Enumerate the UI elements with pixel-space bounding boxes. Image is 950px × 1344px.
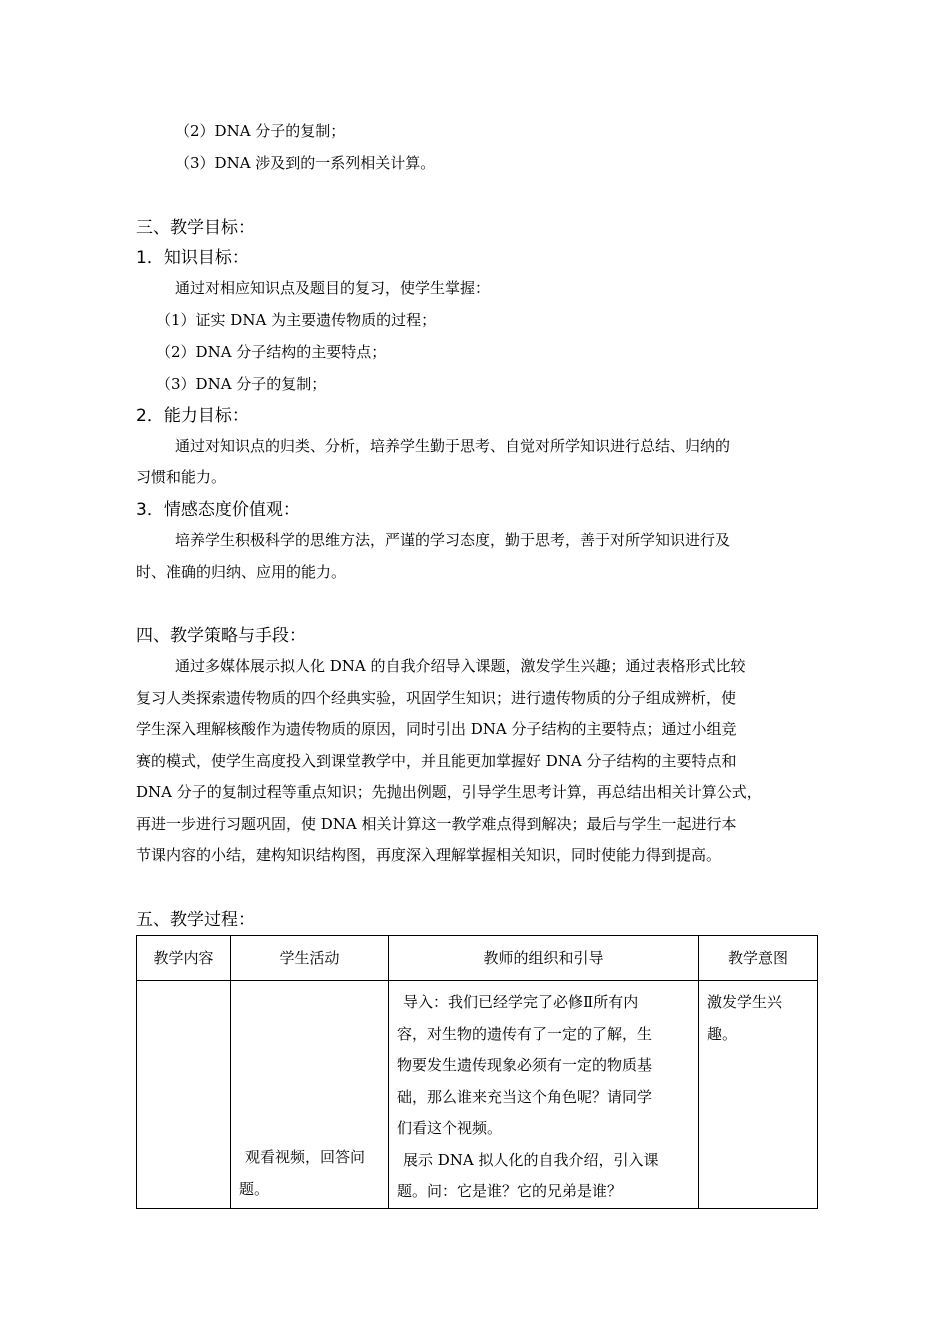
teacher-line: 物要发生遗传现象必须有一定的物质基 (397, 1056, 653, 1074)
top-item-2: （2）DNA 分子的复制； (175, 122, 346, 140)
student-activity-text (239, 1142, 382, 1205)
emotion-goal-line-1: 培养学生积极科学的思维方法，严谨的学习态度，勤于思考，善于对所学知识进行及 (175, 531, 731, 549)
ability-goal-title: 2．能力目标： (136, 406, 249, 426)
teacher-line: 础，那么谁来充当这个角色呢？请同学 (397, 1087, 653, 1106)
strategy-line: 赛的模式，使学生高度投入到课堂教学中，并且能更加掌握好 DNA 分子结构的主要特点和 (136, 751, 737, 770)
cell-teacher-guidance (389, 981, 699, 1209)
ability-goal-line-1: 通过对知识点的归类、分析，培养学生勤于思考、自觉对所学知识进行总结、归纳的 (175, 437, 731, 455)
strategy-line: 节课内容的小结，建构知识结构图，再度深入理解掌握相关知识，同时使能力得到提高。 (136, 846, 722, 864)
cell-student-activity (231, 981, 389, 1209)
teacher-line: 导入：我们已经学完了必修Ⅱ所有内 (403, 993, 639, 1011)
table-header-row (137, 936, 818, 981)
knowledge-item-3: （3）DNA 分子的复制； (156, 375, 327, 393)
ability-goal-line-2: 习惯和能力。 (136, 468, 227, 486)
intent-line: 激发学生兴 (707, 993, 783, 1011)
section3-title: 三、教学目标： (136, 218, 255, 238)
knowledge-goal-title: 1．知识目标： (136, 248, 249, 268)
student-activity-line: 观看视频，回答问 (245, 1148, 366, 1166)
emotion-goal-line-2: 时、准确的归纳、应用的能力。 (136, 563, 347, 581)
knowledge-item-1: （1）证实 DNA 为主要遗传物质的过程； (156, 311, 437, 329)
section4-title: 四、教学策略与手段： (136, 626, 306, 646)
teaching-process-table (136, 935, 818, 1209)
strategy-line: 学生深入理解核酸作为遗传物质的原因，同时引出 DNA 分子结构的主要特点；通过小组竞 (136, 720, 737, 738)
student-activity-line: 题。 (239, 1179, 270, 1198)
cell-content (137, 981, 231, 1209)
header-student-activity: 学生活动 (231, 936, 389, 981)
top-item-3: （3）DNA 涉及到的一系列相关计算。 (175, 154, 436, 172)
strategy-paragraph (136, 651, 816, 872)
emotion-goal-title: 3．情感态度价值观： (136, 500, 300, 520)
teacher-line: 容，对生物的遗传有了一定的了解，生 (397, 1024, 653, 1043)
intent-line: 趣。 (707, 1024, 738, 1043)
teacher-line: 们看这个视频。 (397, 1119, 503, 1137)
header-intent: 教学意图 (699, 936, 818, 981)
strategy-line: 再进一步进行习题巩固，使 DNA 相关计算这一教学难点得到解决；最后与学生一起进行本 (136, 814, 737, 833)
table-row (137, 981, 818, 1209)
knowledge-item-2: （2）DNA 分子结构的主要特点； (156, 343, 387, 361)
header-content: 教学内容 (137, 936, 231, 981)
cell-intent (699, 981, 818, 1209)
strategy-line: 复习人类探索遗传物质的四个经典实验，巩固学生知识；进行遗传物质的分子组成辨析，使 (136, 688, 737, 707)
strategy-line: 通过多媒体展示拟人化 DNA 的自我介绍导入课题，激发学生兴趣；通过表格形式比较 (175, 657, 746, 675)
header-teacher-guidance: 教师的组织和引导 (389, 936, 699, 981)
teacher-line: 题。问：它是谁？它的兄弟是谁？ (397, 1182, 623, 1200)
section5-title: 五、教学过程： (136, 910, 255, 930)
strategy-line: DNA 分子的复制过程等重点知识；先抛出例题，引导学生思考计算，再总结出相关计算公式， (136, 783, 762, 801)
teacher-line: 展示 DNA 拟人化的自我介绍，引入课 (403, 1150, 659, 1169)
knowledge-goal-intro: 通过对相应知识点及题目的复习，使学生掌握： (175, 279, 491, 297)
